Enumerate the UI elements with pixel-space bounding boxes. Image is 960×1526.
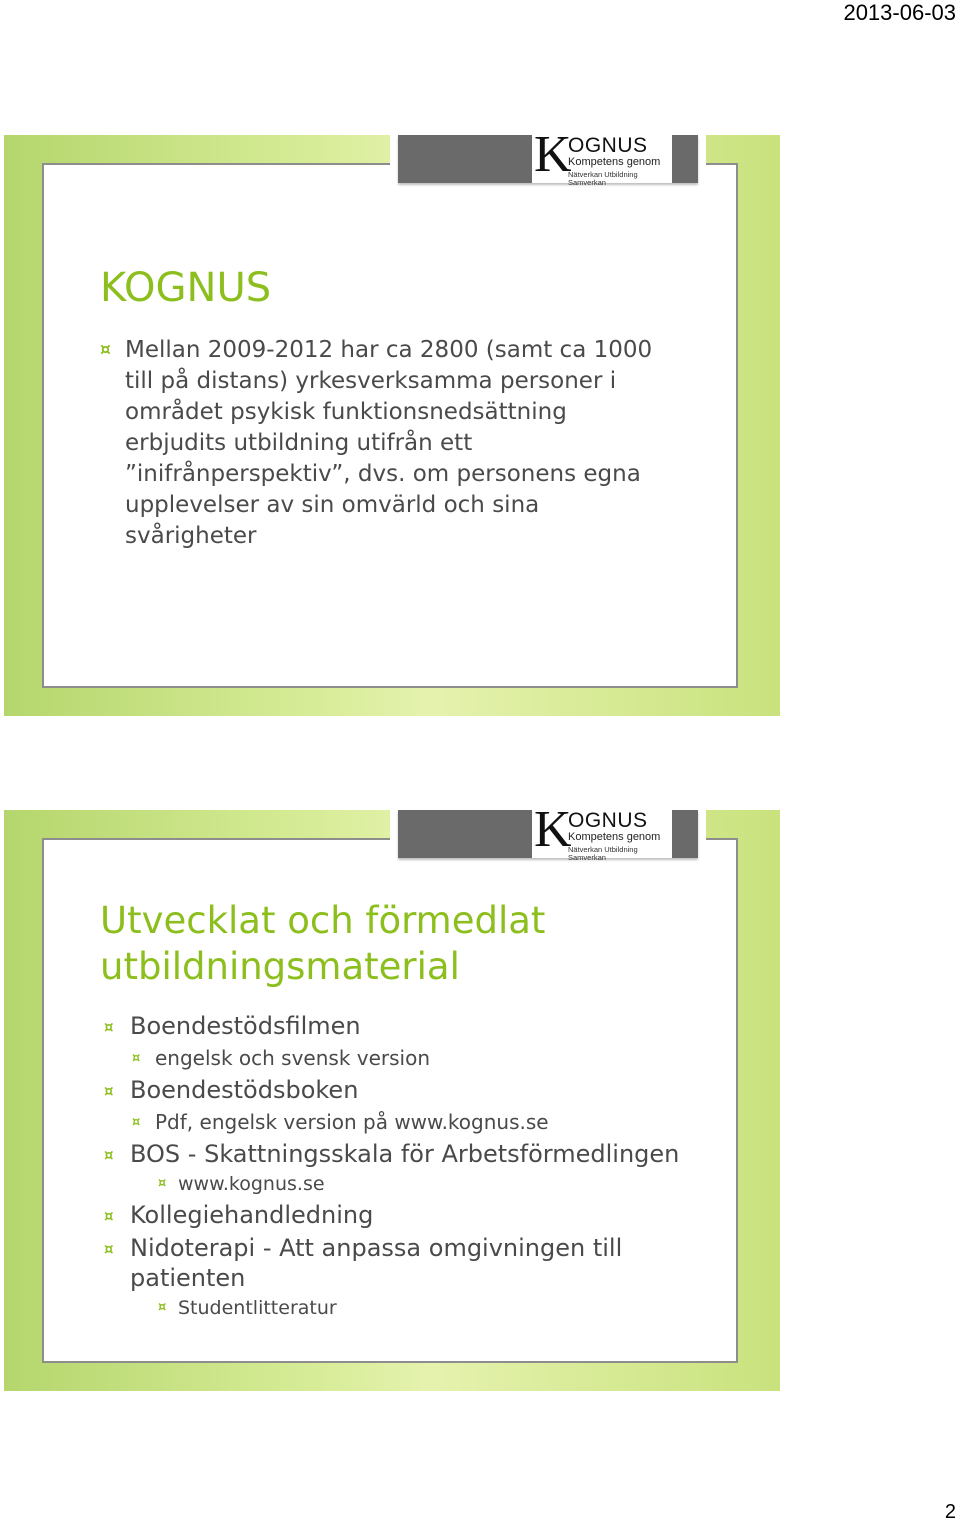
bullet-icon: ¤: [132, 1051, 141, 1066]
bullet-icon: ¤: [104, 1146, 114, 1164]
bullet-item: [100, 1075, 740, 1105]
bullet-icon: ¤: [100, 340, 111, 360]
bullet-list: [100, 1008, 740, 1321]
bullet-icon: ¤: [104, 1240, 114, 1258]
page-date: 2013-06-03: [843, 0, 956, 25]
logo-band: [390, 126, 706, 190]
bullet-icon: ¤: [158, 1300, 167, 1315]
bullet-text: BOS - Skattningsskala för Arbetsförmedlingen: [130, 1140, 680, 1168]
bullet-item: [100, 335, 660, 552]
bullet-icon: ¤: [132, 1115, 141, 1130]
bullet-text: www.kognus.se: [178, 1173, 325, 1195]
slide-1: [4, 126, 780, 716]
sub-sub-bullet-item: [100, 1171, 740, 1197]
bullet-text: Boendestödsfilmen: [130, 1012, 361, 1040]
logo-bar: [398, 801, 698, 862]
logo-tagline-1: Kompetens genom: [568, 831, 661, 843]
slide-2: [4, 801, 780, 1391]
sub-sub-bullet-item: [100, 1295, 740, 1321]
bullet-text: Kollegiehandledning: [130, 1201, 374, 1229]
logo-tagline-2: Nätverkan Utbildning Samverkan: [568, 845, 638, 862]
logo-letter-k: K: [534, 801, 572, 858]
bullet-text: engelsk och svensk version: [155, 1046, 431, 1070]
logo-bar: [398, 126, 698, 187]
sub-bullet-item: [100, 1109, 740, 1136]
bullet-icon: ¤: [104, 1018, 114, 1036]
logo-band: [390, 801, 706, 865]
slide-title: KOGNUS: [100, 265, 272, 311]
bullet-icon: ¤: [158, 1176, 167, 1191]
bullet-text: Pdf, engelsk version på www.kognus.se: [155, 1110, 549, 1134]
bullet-item: [100, 1200, 740, 1230]
bullet-item: [100, 1233, 740, 1293]
kognus-logo: [532, 801, 672, 862]
bullet-text: Mellan 2009-2012 har ca 2800 (samt ca 1000 till på distans) yrkesverksamma personer i området psykisk funktionsnedsättning erbjudits utbildning utifrån ett ”inifrånperspektiv”, dvs. om personens egna upplevelser av sin omvärld och sina svårigheter: [125, 337, 653, 549]
bullet-list: [100, 335, 660, 552]
kognus-logo: [532, 126, 672, 187]
logo-letter-k: K: [534, 126, 572, 183]
logo-tagline-1: Kompetens genom: [568, 156, 661, 168]
bullet-item: [100, 1139, 740, 1169]
slide-title: Utvecklat och förmedlat utbildningsmaterial: [100, 899, 546, 989]
page-number: 2: [944, 1501, 956, 1523]
bullet-text: Studentlitteratur: [178, 1297, 337, 1319]
bullet-text: Nidoterapi - Att anpassa omgivningen till patienten: [130, 1234, 623, 1292]
sub-bullet-item: [100, 1045, 740, 1072]
logo-name: OGNUS: [568, 809, 648, 832]
bullet-item: [100, 1011, 740, 1041]
logo-name: OGNUS: [568, 134, 648, 157]
bullet-icon: ¤: [104, 1082, 114, 1100]
bullet-text: Boendestödsboken: [130, 1076, 359, 1104]
logo-tagline-2: Nätverkan Utbildning Samverkan: [568, 170, 638, 187]
bullet-icon: ¤: [104, 1207, 114, 1225]
